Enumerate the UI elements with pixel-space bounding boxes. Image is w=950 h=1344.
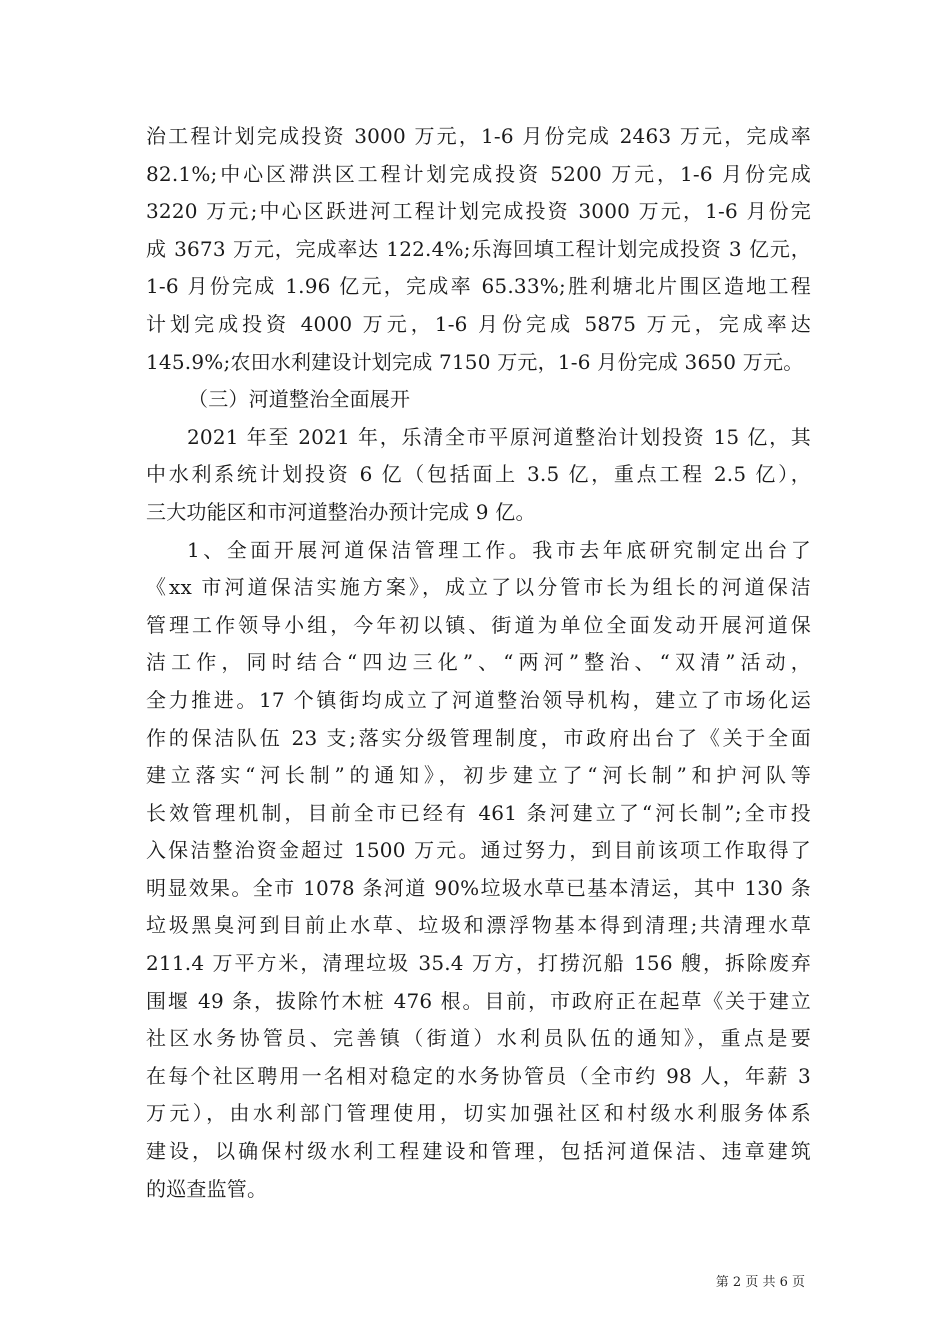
- text-line: 入保洁整治资金超过 1500 万元。通过努力，到目前该项工作取得了: [146, 838, 811, 863]
- text-line: 2021 年至 2021 年，乐清全市平原河道整治计划投资 15 亿，其: [187, 424, 811, 449]
- text-line: 管理工作领导小组，今年初以镇、街道为单位全面发动开展河道保: [146, 612, 811, 637]
- text-line: 1-6 月份完成 1.96 亿元，完成率 65.33%;胜利塘北片围区造地工程: [146, 274, 811, 299]
- text-line: 1、全面开展河道保洁管理工作。我市去年底研究制定出台了: [187, 537, 811, 562]
- paragraph-river-cleaning: [146, 532, 811, 1209]
- text-line: 3220 万元;中心区跃进河工程计划完成投资 3000 万元，1-6 月份完: [146, 199, 811, 224]
- text-line: 长效管理机制，目前全市已经有 461 条河建立了“河长制”;全市投: [146, 800, 811, 825]
- text-line: 计划完成投资 4000 万元，1-6 月份完成 5875 万元，完成率达: [146, 311, 811, 336]
- text-line: 明显效果。全市 1078 条河道 90%垃圾水草已基本清运，其中 130 条: [146, 875, 811, 900]
- text-line: 《xx 市河道保洁实施方案》，成立了以分管市长为组长的河道保洁: [146, 575, 811, 600]
- section-heading: [146, 381, 811, 419]
- text-line: 在每个社区聘用一名相对稳定的水务协管员（全市约 98 人，年薪 3: [146, 1063, 811, 1088]
- text-line: 三大功能区和市河道整治办预计完成 9 亿。: [146, 499, 536, 524]
- text-line: 社区水务协管员、完善镇（街道）水利员队伍的通知》，重点是要: [146, 1026, 811, 1051]
- paragraph-investment: [146, 419, 811, 532]
- text-line: 82.1%;中心区滞洪区工程计划完成投资 5200 万元，1-6 月份完成: [146, 161, 811, 186]
- text-line: 成 3673 万元，完成率达 122.4%;乐海回填工程计划完成投资 3 亿元，: [146, 236, 811, 261]
- text-line: 作的保洁队伍 23 支;落实分级管理制度，市政府出台了《关于全面: [146, 725, 811, 750]
- text-line: 建设，以确保村级水利工程建设和管理，包括河道保洁、违章建筑: [146, 1139, 811, 1164]
- text-line: 治工程计划完成投资 3000 万元，1-6 月份完成 2463 万元，完成率: [146, 124, 811, 148]
- text-line: 145.9%;农田水利建设计划完成 7150 万元，1-6 月份完成 3650 万元。: [146, 349, 804, 374]
- text-line: 中水利系统计划投资 6 亿（包括面上 3.5 亿，重点工程 2.5 亿），: [146, 462, 811, 487]
- paragraph-continued: [146, 118, 811, 381]
- section-heading-text: （三）河道整治全面展开: [188, 387, 411, 412]
- text-line: 围堰 49 条，拔除竹木桩 476 根。目前，市政府正在起草《关于建立: [146, 988, 811, 1013]
- page-number-footer: 第 2 页 共 6 页: [715, 1275, 805, 1290]
- text-line: 全力推进。17 个镇街均成立了河道整治领导机构，建立了市场化运: [146, 687, 811, 712]
- text-line: 建立落实“河长制”的通知》，初步建立了“河长制”和护河队等: [146, 763, 811, 788]
- text-line: 洁工作，同时结合“四边三化”、“两河”整治、“双清”活动，: [146, 650, 811, 675]
- text-line: 垃圾黑臭河到目前止水草、垃圾和漂浮物基本得到清理;共清理水草: [146, 913, 811, 938]
- text-line: 的巡查监管。: [146, 1176, 268, 1201]
- text-line: 211.4 万平方米，清理垃圾 35.4 万方，打捞沉船 156 艘，拆除废弃: [146, 951, 811, 976]
- text-line: 万元），由水利部门管理使用，切实加强社区和村级水利服务体系: [146, 1101, 811, 1126]
- document-body: [146, 118, 811, 1208]
